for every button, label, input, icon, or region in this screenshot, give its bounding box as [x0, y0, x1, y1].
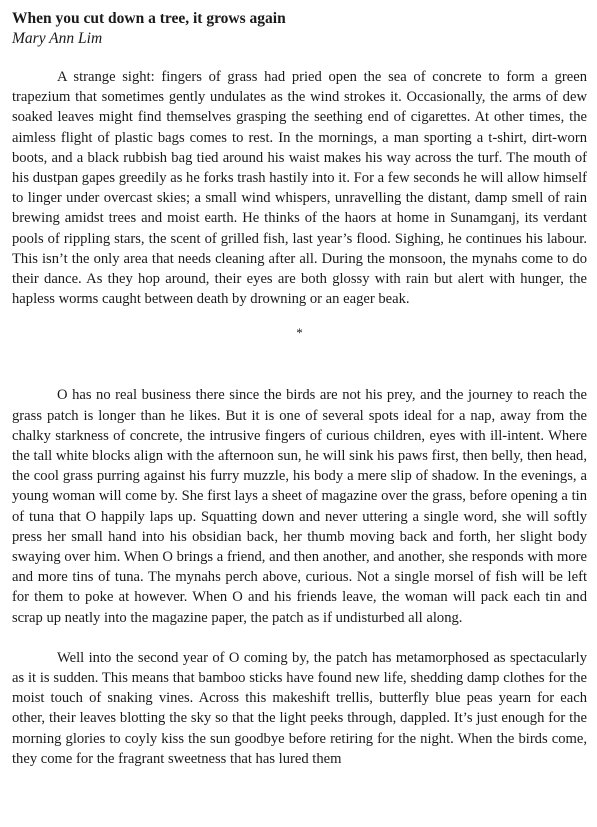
paragraph-2: O has no real business there since the birds are not his prey, and the journey to reach the grass patch is longer than he likes. But it is one of several spots ideal for a nap, away from the chalky starkness of concrete, the intrusive fingers of curious children, eyes with ill-intent. Where the tall white blocks align with the afternoon sun, he will sink his paws first, then belly, then head, the cool grass purring against his furry muzzle, his body a mere slip of shadow. In the evenings, a young woman will come by. She first lays a sheet of magazine over the grass, before opening a tin of tuna that O happily laps up. Squatting down and never uttering a single word, she will softly press her small hand into his obsidian back, her thumb moving back and forth, her slight body swaying over him. When O brings a friend, and then another, and another, she responds with more and more tins of tuna. The mynahs perch above, curious. Not a single morsel of fish will be left for them to poke at however. When O and his friends leave, the woman will pack each tin and scrap up neatly into the magazine paper, the patch as if undisturbed all along.	[12, 387, 587, 626]
document-title: When you cut down a tree, it grows again	[12, 10, 286, 27]
paragraph-1: A strange sight: fingers of grass had pried open the sea of concrete to form a green trapezium that sometimes gently undulates as the wind strokes it. Occasionally, the arms of dew soaked leaves might find themselves grasping the seething end of cigarettes. At other times, the aimless flight of plastic bags comes to rest. In the mornings, a man sporting a t-shirt, dirt-worn boots, and a black rubbish bag tied around his waist makes his way across the turf. The mouth of his dustpan gapes greedily as he forks trash hastily into it. For a few seconds he will allow himself to linger under overcast skies; a small wind whispers, unravelling the distant, damp smell of rain brewing amidst trees and moist earth. He thinks of the haors at home in Sunamganj, its verdant pools of rippling stars, the scent of grilled fish, last year’s flood. Sighing, he continues his labour. This isn’t the only area that needs cleaning after all. During the monsoon, the mynahs come to do their dance. As they hop around, their eyes are both glossy with rain but alert with hunger, the hapless worms caught between death by drowning or an eager beak.	[12, 69, 587, 308]
paragraph-3: Well into the second year of O coming by, the patch has metamorphosed as spectacularly as it is sudden. This means that bamboo sticks have found new life, shedding damp clothes for the moist touch of snaking vines. Across this makeshift trellis, butterfly blue peas yearn for each other, their leaves blotting the sky so that the light peeks through, dappled. It’s just enough for the morning glories to coyly kiss the sun goodbye before retiring for the night. When the birds come, they come for the fragrant sweetness that has lured them	[12, 649, 587, 767]
section-separator: *	[296, 325, 303, 341]
document-author: Mary Ann Lim	[12, 30, 103, 47]
